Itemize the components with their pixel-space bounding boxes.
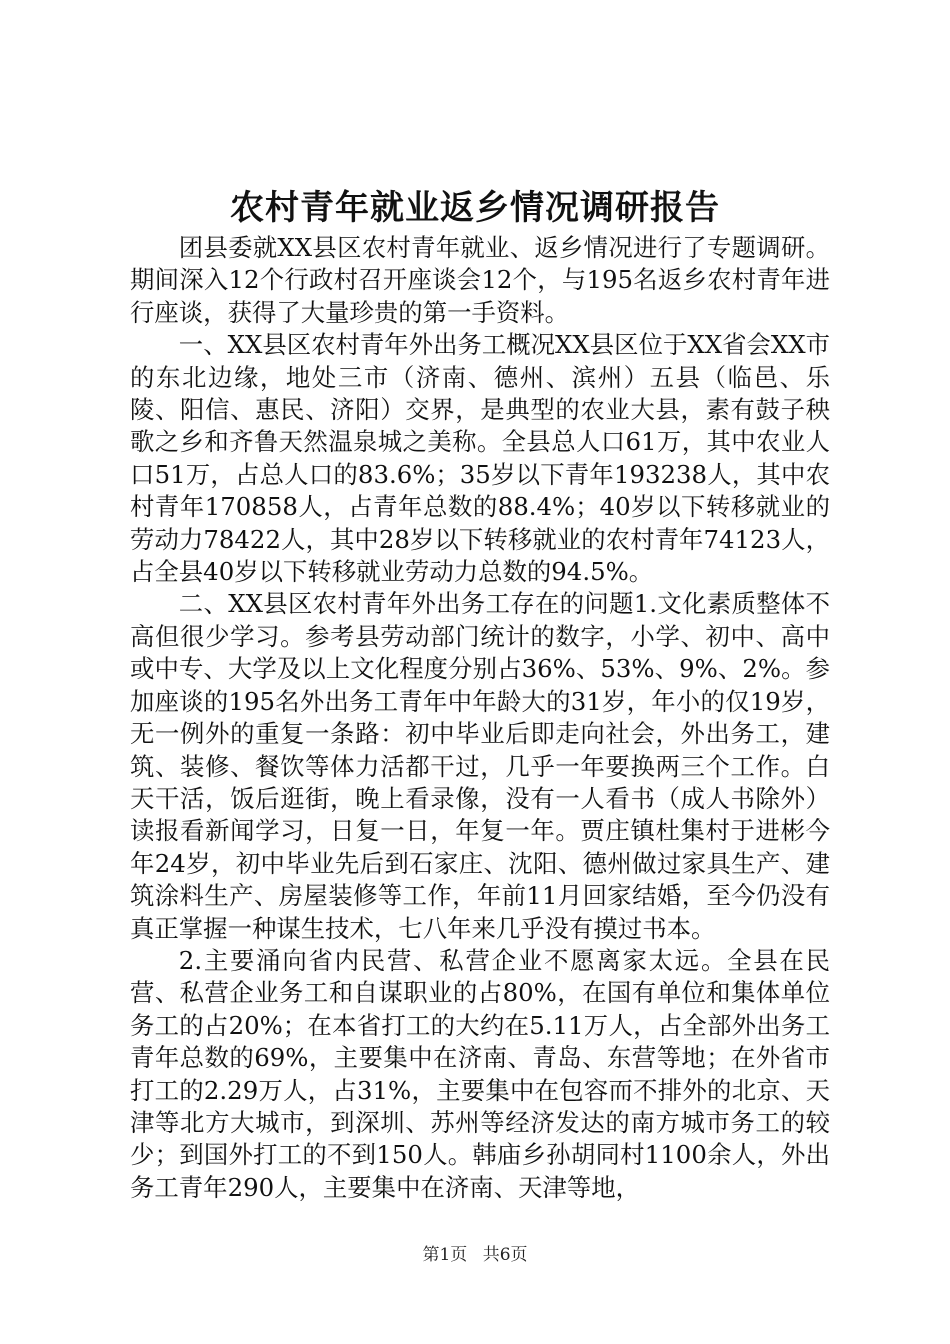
- paragraph-problems: 二、XX县区农村青年外出务工存在的问题1.文化素质整体不高但很少学习。参考县劳动部门统计的数字，小学、初中、高中或中专、大学及以上文化程度分别占36%、53%、9%、2%。参加座谈的195名外出务工青年中年龄大的31岁，年小的仅19岁，无一例外的重复一条路：初中毕业后即走向社会，外出务工，建筑、装修、餐饮等体力活都干过，几乎一年要换两三个工作。白天干活，饭后逛街，晚上看录像，没有一人看书（成人书除外）读报看新闻学习，日复一日，年复一年。贾庄镇杜集村于进彬今年24岁，初中毕业先后到石家庄、沈阳、德州做过家具生产、建筑涂料生产、房屋装修等工作，年前11月回家结婚，至今仍没有真正掌握一种谋生技术，七八年来几乎没有摸过书本。: [130, 589, 830, 943]
- page-footer: [0, 1243, 950, 1267]
- page-total: 共6页: [482, 1245, 528, 1265]
- paragraph-overview: 一、XX县区农村青年外出务工概况XX县区位于XX省会XX市的东北边缘，地处三市（济南、德州、滨州）五县（临邑、乐陵、阳信、惠民、济阳）交界，是典型的农业大县，素有鼓子秧歌之乡和齐鲁天然温泉城之美称。全县总人口61万，其中农业人口51万，占总人口的83.6%；35岁以下青年193238人，其中农村青年170858人，占青年总数的88.4%；40岁以下转移就业的劳动力78422人，其中28岁以下转移就业的农村青年74123人，占全县40岁以下转移就业劳动力总数的94.5%。: [130, 330, 830, 587]
- paragraph-intro: 团县委就XX县区农村青年就业、返乡情况进行了专题调研。期间深入12个行政村召开座谈会12个，与195名返乡农村青年进行座谈，获得了大量珍贵的第一手资料。: [130, 233, 830, 327]
- page-number: 第1页: [422, 1245, 468, 1265]
- document-body: [130, 232, 830, 1204]
- document-title: 农村青年就业返乡情况调研报告: [230, 188, 720, 228]
- paragraph-employment-destinations: 2.主要涌向省内民营、私营企业不愿离家太远。全县在民营、私营企业务工和自谋职业的占80%，在国有单位和集体单位务工的占20%；在本省打工的大约在5.11万人，占全部外出务工青年总数的69%，主要集中在济南、青岛、东营等地；在外省市打工的2.29万人，占31%，主要集中在包容而不排外的北京、天津等北方大城市，到深圳、苏州等经济发达的南方城市务工的较少；到国外打工的不到150人。韩庙乡孙胡同村1100余人，外出务工青年290人，主要集中在济南、天津等地，: [130, 945, 830, 1202]
